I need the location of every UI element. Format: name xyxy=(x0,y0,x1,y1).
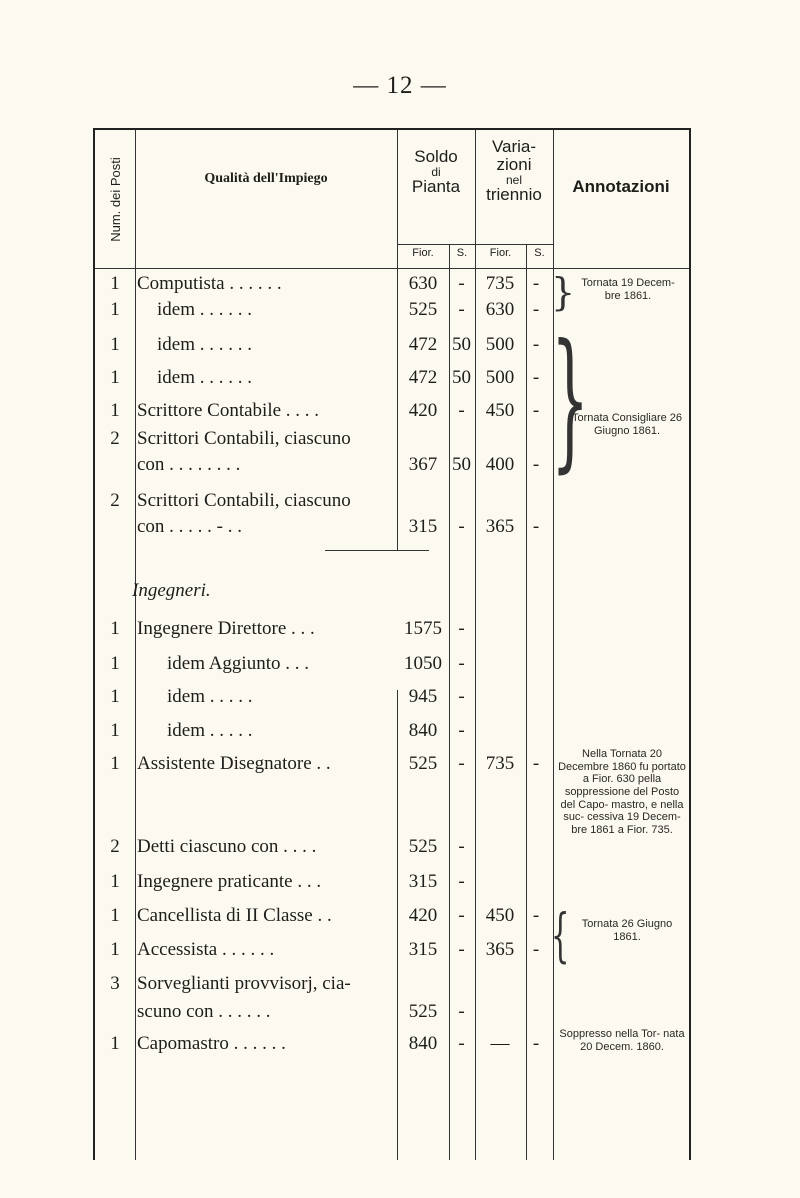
table-row: 3 Sorveglianti provvisorj, cia- scuno con . . . . . . 525 - xyxy=(110,973,465,1022)
annotation: Tornata Consigliare 26 Giugno 1861. xyxy=(571,412,683,437)
table-row: 2 Scrittori Contabili, ciascuno con . . . . . - . . 315 - 365 - xyxy=(110,490,540,537)
section-rule xyxy=(325,550,429,551)
variazioni-header: Varia- zioni nel triennio xyxy=(486,137,542,205)
qualita-header: Qualità dell'Impiego xyxy=(204,171,328,186)
subheader-divider xyxy=(397,244,553,245)
table-row: 1 Assistente Disegnatore . . 525 - 735 - xyxy=(110,753,540,774)
table-row: 1 Accessista . . . . . . 315 - 365 - xyxy=(110,939,540,960)
table xyxy=(93,128,691,1160)
page-number: — 12 — xyxy=(353,72,447,99)
table-row: 1 Ingegnere praticante . . . 315 - xyxy=(110,871,465,892)
section-title: Ingegneri. xyxy=(132,580,211,601)
table-row: 1 Cancellista di II Classe . . 420 - 450 - xyxy=(110,905,540,926)
table-row: 1 idem Aggiunto . . . 1050 - xyxy=(110,653,465,674)
table-row: 1 Capomastro . . . . . . 840 - — - xyxy=(110,1033,540,1054)
brace: } xyxy=(551,270,576,314)
fior-subheader: Fior. xyxy=(489,247,512,259)
table-row: 1 Scrittore Contabile . . . . 420 - 450 - xyxy=(110,400,540,421)
table-row: 2 Detti ciascuno con . . . . 525 - xyxy=(110,836,465,857)
annotazioni-header: Annotazioni xyxy=(572,177,670,196)
soldi-subheader: S. xyxy=(534,247,545,259)
annotation: Soppresso nella Tor- nata 20 Decem. 1860. xyxy=(559,1028,685,1053)
table-row: 1 idem . . . . . 840 - xyxy=(110,720,465,741)
table-row: 1 idem . . . . . 945 - xyxy=(110,686,465,707)
header-divider xyxy=(95,268,689,269)
table-row: 1 Ingegnere Direttore . . . 1575 - xyxy=(110,618,465,639)
annotation: Nella Tornata 20 Decembre 1860 fu portato a Fior. 630 pella soppressione del Posto del Capo- mastro, e nella suc- cessiva 19 Decem- bre 1861 a Fior. 735. xyxy=(558,748,686,836)
num-posti-header: Num. dei Posti xyxy=(107,156,123,242)
table-row: 1 idem . . . . . . 472 50 500 - xyxy=(110,367,540,388)
fior-subheader: Fior. xyxy=(412,247,434,259)
table-row: 1 idem . . . . . . 525 - 630 - xyxy=(110,299,540,320)
table-row: 2 Scrittori Contabili, ciascuno con . . . . . . . . 367 50 400 - xyxy=(110,428,540,475)
soldo-header: Soldo di Pianta xyxy=(411,147,461,197)
brace: { xyxy=(551,901,570,969)
table-row: 1 idem . . . . . . 472 50 500 - xyxy=(110,334,540,355)
soldi-subheader: S. xyxy=(456,247,468,259)
annotation: Tornata 19 Decem- bre 1861. xyxy=(581,277,675,302)
brace: } xyxy=(551,313,590,487)
annotation: Tornata 26 Giugno 1861. xyxy=(581,918,673,943)
table-row: 1 Computista . . . . . . 630 - 735 - xyxy=(110,273,540,294)
